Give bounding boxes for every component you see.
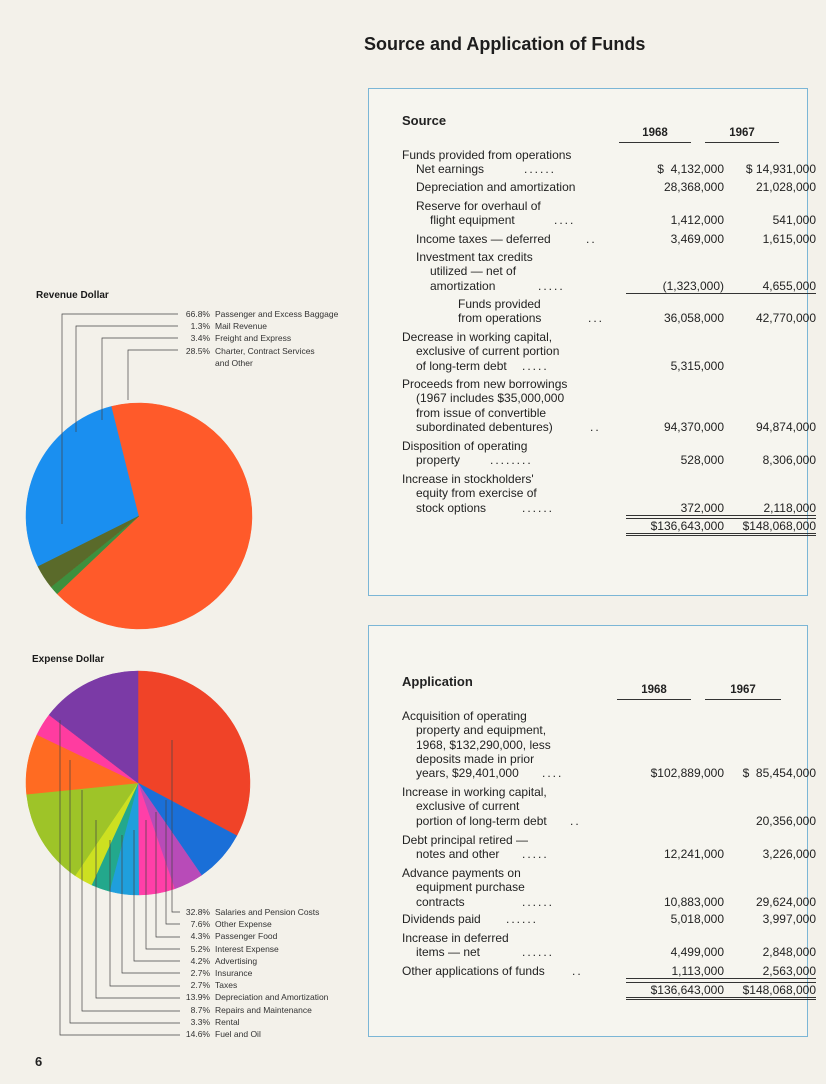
legend-label: Fuel and Oil xyxy=(215,1028,261,1039)
legend-label: Interest Expense xyxy=(215,943,279,954)
leader-dots: ..... xyxy=(522,358,549,373)
source-row-v1: 1,412,000 xyxy=(670,213,724,228)
application-row-v1: 4,499,000 xyxy=(670,945,724,960)
leader-line xyxy=(110,840,180,986)
legend-percent: 14.6% xyxy=(185,1028,210,1039)
legend-percent: 7.6% xyxy=(190,919,210,930)
legend-label: Mail Revenue xyxy=(215,321,267,332)
legend-entry xyxy=(180,967,328,979)
pie-slice xyxy=(49,671,138,783)
leader-dots: .. xyxy=(572,964,583,978)
legend-label: Charter, Contract Services xyxy=(215,345,315,356)
legend-percent: 28.5% xyxy=(185,345,210,356)
legend-label: Freight and Express xyxy=(215,333,292,344)
leader-line xyxy=(82,790,180,1011)
source-row-v2: 21,028,000 xyxy=(755,180,816,194)
pie-slice xyxy=(26,406,139,566)
application-row-label: Dividends paid xyxy=(402,912,481,926)
expense-legend xyxy=(180,906,328,1040)
source-total-v1: $136,643,000 xyxy=(626,518,724,536)
application-row-v2: 2,848,000 xyxy=(762,945,816,960)
application-row-label: Other applications of funds xyxy=(402,964,545,978)
pie-slice xyxy=(27,783,138,876)
source-row-v2: 94,874,000 xyxy=(755,419,816,434)
leader-line xyxy=(122,835,180,973)
leader-dots: ...... xyxy=(506,912,539,926)
application-total-v2: $148,068,000 xyxy=(724,982,816,1000)
source-row-label: Funds provided from operations xyxy=(402,148,572,162)
source-row-v2: 42,770,000 xyxy=(755,311,816,326)
source-row-v1: 5,315,000 xyxy=(670,358,724,373)
source-row-v2: 1,615,000 xyxy=(762,232,816,246)
leader-dots: .... xyxy=(542,766,564,781)
legend-percent: 1.3% xyxy=(190,321,210,332)
source-row-label: Income taxes — deferred xyxy=(416,232,551,246)
legend-percent: 3.3% xyxy=(190,1016,210,1027)
source-row-v2: 541,000 xyxy=(772,213,816,228)
page-number: 6 xyxy=(35,1054,43,1069)
pie-slice xyxy=(75,783,138,885)
legend-percent: 2.7% xyxy=(190,980,210,991)
source-row-v2: 8,306,000 xyxy=(762,453,816,468)
leader-line xyxy=(156,812,180,937)
pie-slice xyxy=(138,671,250,836)
source-col-1968: 1968 xyxy=(619,127,691,143)
leader-dots: ...... xyxy=(522,945,555,960)
pie-slice xyxy=(138,783,237,875)
application-row-v2: 3,997,000 xyxy=(762,912,816,926)
legend-percent: 2.7% xyxy=(190,967,210,978)
source-heading: Source xyxy=(402,113,447,128)
leader-line xyxy=(70,760,180,1023)
legend-percent: 4.2% xyxy=(190,955,210,966)
application-row-v1: 5,018,000 xyxy=(670,912,724,926)
legend-label: Other Expense xyxy=(215,919,272,930)
application-panel xyxy=(368,625,816,1037)
leader-line xyxy=(166,800,180,924)
legend-label: and Other xyxy=(215,357,253,368)
legend-entry xyxy=(180,320,338,332)
source-row-v1: 3,469,000 xyxy=(670,232,724,246)
leader-line xyxy=(62,314,178,524)
legend-label: Rental xyxy=(215,1016,240,1027)
source-row-v1: 372,000 xyxy=(626,501,724,516)
leader-line xyxy=(60,720,180,1035)
source-row-v1: $ 4,132,000 xyxy=(657,162,724,176)
source-row-label: Investment tax credits utilized — net of amortization xyxy=(416,250,533,293)
pie-slice xyxy=(109,783,138,895)
leader-dots: ..... xyxy=(522,847,549,862)
application-row-v1: 10,883,000 xyxy=(663,894,724,909)
application-row-v2: 2,563,000 xyxy=(724,964,816,979)
leader-line xyxy=(172,740,180,912)
leader-line xyxy=(128,350,178,400)
pie-slice xyxy=(38,516,139,587)
revenue-legend xyxy=(180,308,338,369)
legend-entry xyxy=(180,332,338,344)
application-row-v2: 3,226,000 xyxy=(762,847,816,862)
application-row-v2: $ 85,454,000 xyxy=(742,766,816,781)
source-total-v2: $148,068,000 xyxy=(724,518,816,536)
legend-entry xyxy=(180,345,338,357)
pie-slice xyxy=(26,735,138,795)
legend-label: Salaries and Pension Costs xyxy=(215,907,320,917)
source-row-v1: 528,000 xyxy=(680,453,724,468)
page-title: Source and Application of Funds xyxy=(364,34,646,54)
leader-dots: .... xyxy=(554,213,576,228)
pie-slice xyxy=(92,783,138,891)
source-row-label: Funds provided from operations xyxy=(458,297,542,326)
legend-entry xyxy=(180,357,338,369)
revenue-chart-title: Revenue Dollar xyxy=(36,290,109,301)
legend-entry xyxy=(180,943,328,955)
source-row-label: Reserve for overhaul of flight equipment xyxy=(416,199,541,228)
source-row-v2: $ 14,931,000 xyxy=(745,162,816,176)
pie-slice xyxy=(57,403,252,629)
source-row-label: Decrease in working capital, exclusive of current portion of long-term debt xyxy=(402,330,560,373)
source-row-label: Proceeds from new borrowings (1967 includes $35,000,000 from issue of convertible subordinated debentures) xyxy=(402,377,568,434)
application-row-v2: 29,624,000 xyxy=(755,894,816,909)
leader-dots: ..... xyxy=(538,278,565,293)
legend-label: Taxes xyxy=(215,980,238,991)
legend-label: Passenger Food xyxy=(215,931,278,942)
application-row-label: Increase in deferred items — net xyxy=(402,931,509,960)
application-heading: Application xyxy=(402,674,473,689)
legend-label: Depreciation and Amortization xyxy=(215,992,329,1003)
legend-entry xyxy=(180,1016,328,1028)
application-row-v2: 20,356,000 xyxy=(755,813,816,828)
leader-dots: ...... xyxy=(522,500,555,515)
legend-percent: 13.9% xyxy=(185,992,210,1003)
application-row-label: Acquisition of operating property and equipment, 1968, $132,290,000, less deposits made in prior years, $29,401,000 xyxy=(402,709,551,781)
source-row-label: Net earnings xyxy=(416,162,485,176)
source-row-v2: 4,655,000 xyxy=(724,279,816,294)
leader-line xyxy=(96,820,180,998)
source-row-v1: 36,058,000 xyxy=(663,311,724,326)
legend-label: Repairs and Maintenance xyxy=(215,1004,312,1015)
leader-dots: ........ xyxy=(490,453,533,468)
pie-slice xyxy=(51,516,139,594)
legend-entry xyxy=(180,1004,328,1016)
application-row-v1: $102,889,000 xyxy=(650,766,724,781)
leader-dots: ...... xyxy=(522,894,555,909)
pie-slice xyxy=(138,783,175,895)
source-row-label: Depreciation and amortization xyxy=(416,180,576,194)
pie-slice xyxy=(37,715,138,783)
source-row-v2: 2,118,000 xyxy=(724,501,816,516)
legend-entry xyxy=(180,979,328,991)
source-row-label: Disposition of operating property xyxy=(402,439,528,468)
legend-percent: 8.7% xyxy=(190,1004,210,1015)
legend-entry xyxy=(180,930,328,942)
legend-entry xyxy=(180,906,328,918)
legend-entry xyxy=(180,918,328,930)
legend-percent: 3.4% xyxy=(190,333,210,344)
leader-line xyxy=(102,338,178,420)
application-col-1967: 1967 xyxy=(705,684,781,700)
pie-slice xyxy=(138,783,202,889)
source-panel xyxy=(368,88,816,596)
source-row-v1: 28,368,000 xyxy=(663,180,724,194)
leader-dots: ... xyxy=(588,311,605,326)
legend-label: Passenger and Excess Baggage xyxy=(215,309,339,319)
legend-entry xyxy=(180,955,328,967)
leader-dots: .. xyxy=(570,813,581,828)
application-row-v1: 1,113,000 xyxy=(626,964,724,979)
legend-entry xyxy=(180,991,328,1003)
legend-percent: 4.3% xyxy=(190,931,210,942)
source-row-v1: 94,370,000 xyxy=(663,419,724,434)
legend-label: Advertising xyxy=(215,955,258,966)
source-col-1967: 1967 xyxy=(705,127,779,143)
leader-line xyxy=(146,820,180,949)
leader-line xyxy=(76,326,178,432)
expense-chart-title: Expense Dollar xyxy=(32,654,105,665)
legend-percent: 5.2% xyxy=(190,943,210,954)
application-row-label: Debt principal retired — notes and other xyxy=(402,833,529,862)
leader-line xyxy=(134,830,180,961)
leader-dots: ...... xyxy=(524,162,557,176)
application-total-v1: $136,643,000 xyxy=(626,982,724,1000)
application-row-v1: 12,241,000 xyxy=(663,847,724,862)
legend-percent: 66.8% xyxy=(185,309,210,319)
leader-dots: .. xyxy=(586,232,597,246)
application-row-label: Advance payments on equipment purchase contracts xyxy=(402,866,525,909)
application-row-label: Increase in working capital, exclusive of current portion of long-term debt xyxy=(402,785,547,828)
source-row-v1: (1,323,000) xyxy=(626,279,724,294)
legend-label: Insurance xyxy=(215,967,253,978)
application-col-1968: 1968 xyxy=(617,684,691,700)
source-row-label: Increase in stockholders' equity from exercise of stock options xyxy=(402,472,537,515)
legend-entry xyxy=(180,1028,328,1040)
legend-entry xyxy=(180,308,338,320)
legend-percent: 32.8% xyxy=(185,907,210,917)
leader-dots: .. xyxy=(590,419,601,434)
